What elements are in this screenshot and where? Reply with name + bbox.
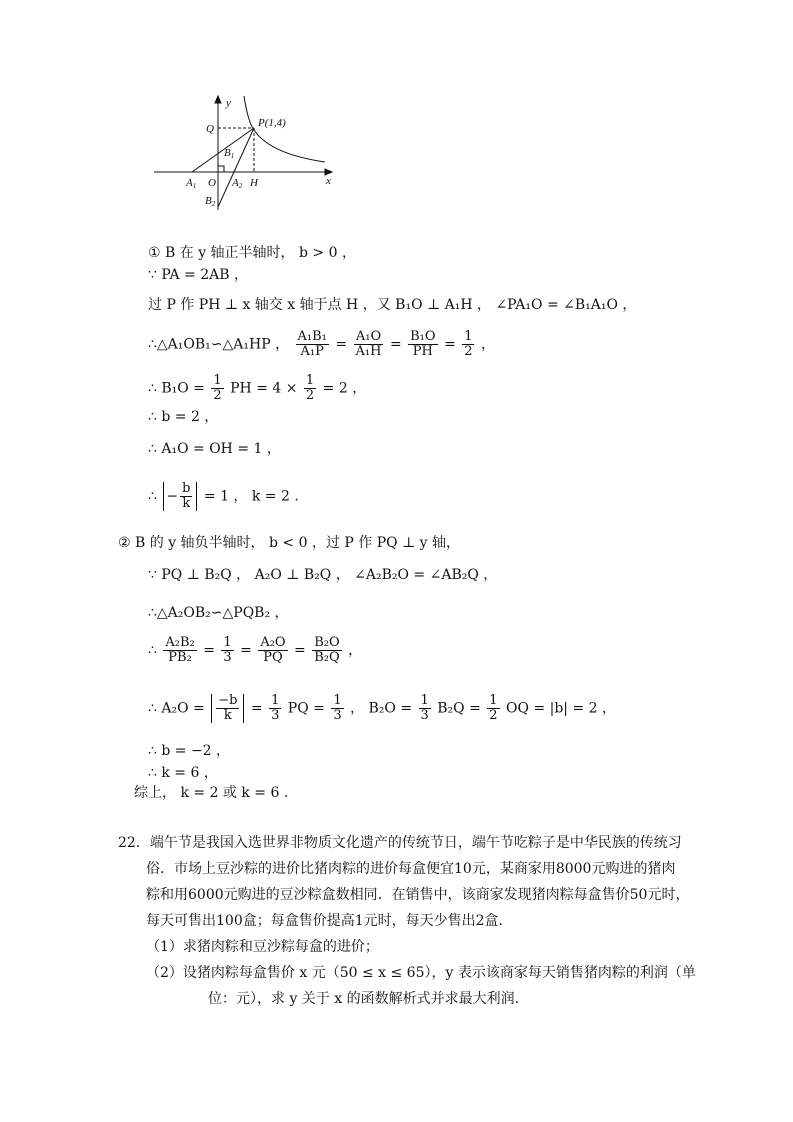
sol-line-15: ∴ k = 6 ， (148, 765, 218, 781)
problem-22-part-2-cont: 位：元），求 y 关于 x 的函数解析式并求最大利润. (208, 991, 520, 1007)
abs-minus-b-over-k: − $\frac{b}{k}$ (163, 482, 197, 511)
graph-label-a1: A1 (186, 177, 197, 190)
graph-label-q: Q (206, 123, 214, 135)
fraction-3: $\frac{\text{B₁O}}{PH}$ (410, 329, 436, 359)
fraction-half-a: $\frac{1}{2}$ (213, 373, 222, 403)
fraction-g3: $\frac{\text{A₂O}}{PQ}$ (260, 635, 286, 665)
graph-label-y: y (226, 97, 231, 109)
line-b2-p (218, 128, 254, 207)
problem-22-line-3: 粽和用6000元购进的豆沙粽盒数相同．在销售中，该商家发现猪肉粽每盒售价50元时， (146, 887, 690, 903)
fraction-g4: $\frac{\text{B₂O}}{\text{B₂Q}}$ (314, 635, 340, 665)
sol-line-13: ∴ A₂O = $\frac{-b}{k}$ = $\frac{1}{3}$ PQ = $\frac{1}{3}$ ， B₂O = $\frac{1}{3}$ B₂Q = $\frac{1}{2}$ OQ = |b| = 2 ， (148, 693, 616, 723)
fraction-half: $\frac{1}{2}$ (464, 329, 473, 359)
similar-statement-1: ∴△A₁OB₁∽△A₁HP ， (148, 336, 290, 353)
problem-22-line-4: 每天可售出100盒；每盒售价提高1元时，每天少售出2盒． (146, 913, 513, 929)
fraction-third-a: $\frac{1}{3}$ (271, 693, 280, 723)
graph-label-b2: B2 (205, 195, 216, 208)
fraction-third-c: $\frac{1}{3}$ (420, 693, 429, 723)
sol-line-4: ∴△A₁OB₁∽△A₁HP ， $\frac{\text{A₁B₁}}{\text{A₁P}}$ = $\frac{\text{A₁O}}{\text{A₁H}}$ = $\frac{\text{B₁O}}{PH}$ = $\frac{1}{2}$ ， (148, 329, 495, 359)
graph-label-a2: A2 (232, 177, 243, 190)
sol-line-11: ∴△A₂OB₂∽△PQB₂ ， (148, 605, 289, 621)
sol-line-5: ∴ B₁O = $\frac{1}{2}$ PH = 4 × $\frac{1}{2}$ = 2 ， (148, 373, 367, 403)
right-angle-mark (218, 166, 224, 172)
y-axis-arrow (215, 96, 221, 103)
sol-line-3: 过 P 作 PH ⊥ x 轴交 x 轴于点 H ，又 B₁O ⊥ A₁H ， ∠PA₁O = ∠B₁A₁O ， (148, 297, 637, 313)
graph-label-p: P(1,4) (258, 117, 286, 129)
sol-line-9: ② B 的 y 轴负半轴时， b < 0 ，过 P 作 PQ ⊥ y 轴， (118, 535, 461, 551)
graph-label-h: H (250, 177, 258, 189)
fraction-third-b: $\frac{1}{3}$ (333, 693, 342, 723)
sol-line-1: ① B 在 y 轴正半轴时， b > 0 ， (148, 245, 356, 261)
fraction-1: $\frac{\text{A₁B₁}}{\text{A₁P}}$ (297, 329, 327, 359)
line-a1-p (192, 128, 254, 172)
sol-line-10: ∵ PQ ⊥ B₂Q ， A₂O ⊥ B₂Q ， ∠A₂B₂O = ∠AB₂Q ， (148, 567, 498, 583)
sol-line-14: ∴ b = −2 ， (148, 743, 231, 759)
graph-label-o: O (208, 177, 216, 189)
sol-line-12: ∴ $\frac{\text{A₂B₂}}{\text{PB₂}}$ = $\frac{1}{3}$ = $\frac{\text{A₂O}}{PQ}$ = $\frac{\text{B₂O}}{\text{B₂Q}}$ ， (148, 635, 363, 665)
fraction-half-b: $\frac{1}{2}$ (305, 373, 315, 403)
problem-22-line-1: 22．端午节是我国入选世界非物质文化遗产的传统节日，端午节吃粽子是中华民族的传统习 (118, 835, 682, 851)
fraction-g1: $\frac{\text{A₂B₂}}{\text{PB₂}}$ (165, 635, 195, 665)
fraction-half-c: $\frac{1}{2}$ (489, 693, 498, 723)
sol-line-6: ∴ b = 2 ， (148, 409, 219, 425)
sol-line-16: 综上， k = 2 或 k = 6 . (134, 785, 289, 801)
problem-22-line-2: 俗．市场上豆沙粽的进价比猪肉粽的进价每盒便宜10元，某商家用8000元购进的猪肉 (146, 861, 676, 877)
graph-label-x: x (326, 175, 331, 187)
coordinate-graph (150, 92, 350, 212)
fraction-g2: $\frac{1}{3}$ (223, 635, 232, 665)
abs-neg-b-over-k: $\frac{-b}{k}$ (211, 694, 244, 723)
problem-22-part-1: （1）求猪肉粽和豆沙粽每盒的进价； (146, 939, 379, 955)
sol-line-2: ∵ PA = 2AB ， (148, 267, 248, 283)
fraction-2: $\frac{\text{A₁O}}{\text{A₁H}}$ (355, 329, 382, 359)
graph-label-b1: B1 (224, 147, 235, 160)
sol-line-8: ∴ − $\frac{b}{k}$ = 1 ， k = 2 . (148, 481, 299, 511)
hyperbola-curve (244, 96, 325, 162)
problem-22-part-2: （2）设猪肉粽每盒售价 x 元（50 ≤ x ≤ 65），y 表示该商家每天销售猪肉粽的利润（单 (146, 965, 696, 981)
sol-line-7: ∴ A₁O = OH = 1 ， (148, 441, 281, 457)
